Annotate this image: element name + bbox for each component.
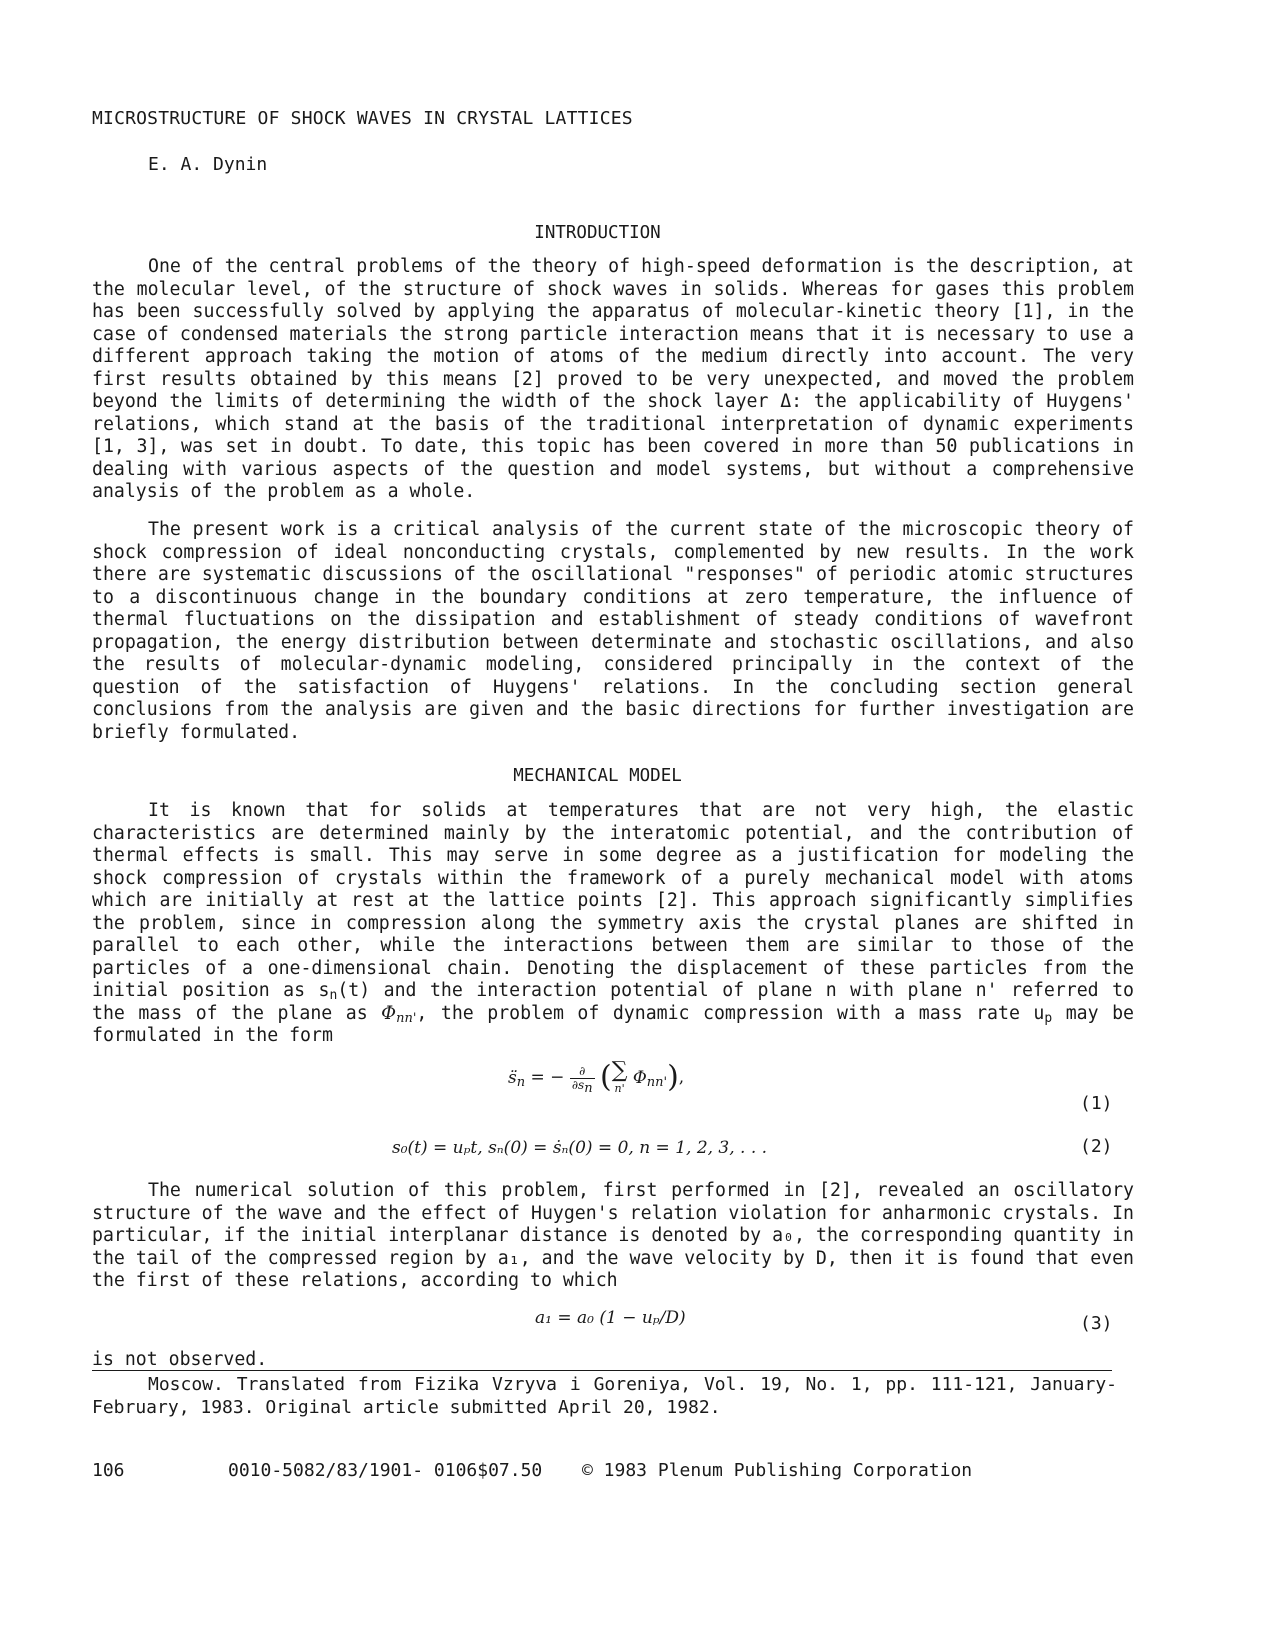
- footnote: Moscow. Translated from Fizika Vzryva i Goreniya, Vol. 19, No. 1, pp. 111-121, January-February, 1983. Original article submitted April 20, 1982.: [92, 1374, 1117, 1418]
- intro-paragraph-2: The present work is a critical analysis of the current state of the microscopic theory of shock compression of ideal nonconducting crystals, complemented by new results. In the work there are systematic discussions of the oscillational "responses" of periodic atomic structures to a discontinuous change in the boundary conditions at zero temperature, the influence of thermal fluctuations on the dissipation and establishment of steady conditions of wavefront propagation, the energy distribution between determinate and stochastic oscillations, and also the results of molecular-dynamic modeling, considered principally in the context of the question of the satisfaction of Huygens' relations. In the concluding section general conclusions from the analysis are given and the basic directions for further investigation are briefly formulated.: [92, 519, 1134, 743]
- model-paragraph-3: is not observed.: [92, 1349, 268, 1370]
- paper-title: MICROSTRUCTURE OF SHOCK WAVES IN CRYSTAL LATTICES: [92, 108, 633, 129]
- equation-3: a₁ = a₀ (1 − uₚ/D): [535, 1308, 686, 1328]
- paper-author: E. A. Dynin: [148, 154, 268, 175]
- equation-2-number: (2): [1080, 1136, 1113, 1157]
- model-paragraph-2: The numerical solution of this problem, first performed in [2], revealed an oscillatory structure of the wave and the effect of Huygen's relation violation for anharmonic crystals. In particular, if the initial interplanar distance is denoted by a₀, the corresponding quantity in the tail of the compressed region by a₁, and the wave velocity by D, then it is found that even the first of these relations, according to which: [92, 1180, 1134, 1291]
- model-paragraph-1: It is known that for solids at temperatures that are not very high, the elastic characteristics are determined mainly by the interatomic potential, and the contribution of thermal effects is small. This may serve in some degree as a justification for modeling the shock compression of crystals within the framework of a purely mechanical model with atoms which are initially at rest at the lattice points [2]. This approach significantly simplifies the problem, since in compression along the symmetry axis the crystal planes are shifted in parallel to each other, while the interactions between them are similar to those of the particles of a one-dimensional chain. Denoting the displacement of these particles from the initial position as $s_n(t)$ and the interaction potential of plane n with plane n' referred to the mass of the plane as $\Phi_{nn'}$, the problem of dynamic compression with a mass rate $u_p$ may be formulated in the form: [92, 800, 1134, 1046]
- equation-1-number: (1): [1080, 1093, 1113, 1114]
- intro-paragraph-1: One of the central problems of the theory of high-speed deformation is the description, at the molecular level, of the structure of shock waves in solids. Whereas for gases this problem has been successfully solved by applying the apparatus of molecular-kinetic theory [1], in the case of condensed materials the strong particle interaction means that it is necessary to use a different approach taking the motion of atoms of the medium directly into account. The very first results obtained by this means [2] proved to be very unexpected, and moved the problem beyond the limits of determining the width of the shock layer Δ: the applicability of Huygens' relations, which stand at the basis of the traditional interpretation of dynamic experiments [1, 3], was set in doubt. To date, this topic has been covered in more than 50 publications in dealing with various aspects of the question and model systems, but without a comprehensive analysis of the problem as a whole.: [92, 256, 1134, 502]
- equation-2: s₀(t) = uₚt, sₙ(0) = ṡₙ(0) = 0, n = 1, 2, 3, . . .: [392, 1138, 768, 1158]
- section-heading-introduction: INTRODUCTION: [534, 223, 661, 243]
- equation-3-number: (3): [1080, 1313, 1113, 1334]
- footnote-divider: [92, 1370, 1112, 1371]
- page-number: 106: [92, 1460, 125, 1481]
- equation-1: $s̈_n$ = − $\frac{\partial}{\partial s_n}$ ( ∑ n' $\Phi_{nn'}$),: [508, 1058, 685, 1096]
- copyright-notice: © 1983 Plenum Publishing Corporation: [582, 1460, 973, 1481]
- section-heading-mechanical-model: MECHANICAL MODEL: [513, 766, 682, 786]
- article-code: 0010-5082/83/1901- 0106$07.50: [228, 1460, 543, 1481]
